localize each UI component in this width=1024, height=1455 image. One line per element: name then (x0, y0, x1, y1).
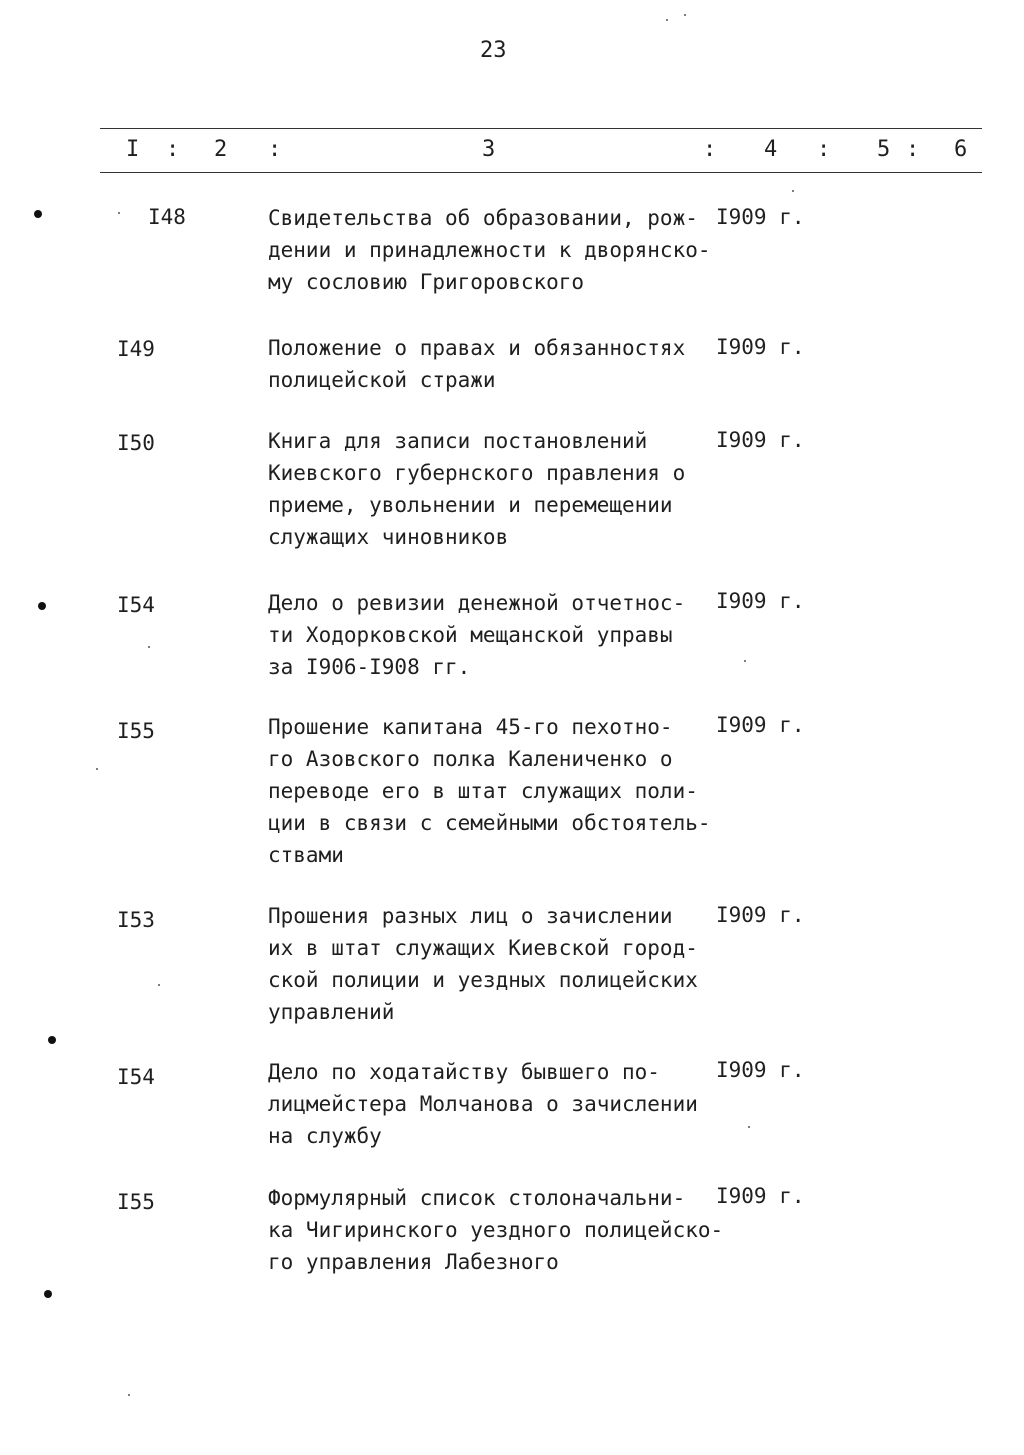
scan-speck (118, 212, 120, 214)
row-date: I909 г. (716, 205, 805, 229)
header-separator: : (166, 137, 180, 162)
header-separator: : (817, 137, 831, 162)
row-number: I50 (117, 431, 155, 455)
punch-hole-mark (38, 602, 46, 610)
row-title: Книга для записи постановлений Киевского губернского правления о приеме, увольнении и перемещении служащих чиновников (268, 429, 686, 549)
scan-speck (148, 646, 150, 648)
scan-speck (792, 190, 794, 192)
scan-speck (744, 660, 746, 662)
row-title: Прошения разных лиц о зачислении их в штат служащих Киевской город- ской полиции и уездных полицейских управлений (268, 904, 698, 1024)
header-col-6: 6 (954, 137, 968, 162)
table-header-rule (100, 172, 982, 173)
row-date: I909 г. (716, 903, 805, 927)
punch-hole-mark (48, 1036, 56, 1044)
header-col-1: I (126, 137, 140, 162)
row-date: I909 г. (716, 428, 805, 452)
row-date: I909 г. (716, 1184, 805, 1208)
row-date: I909 г. (716, 335, 805, 359)
row-number: I53 (117, 908, 155, 932)
row-title: Дело о ревизии денежной отчетнос- ти Ходорковской мещанской управы за I906-I908 гг. (268, 591, 686, 679)
header-col-4: 4 (764, 137, 778, 162)
row-date: I909 г. (716, 589, 805, 613)
row-number: I55 (117, 1190, 155, 1214)
scan-speck (96, 768, 98, 770)
header-col-3: 3 (482, 137, 496, 162)
row-title: Свидетельства об образовании, рож- дении и принадлежности к дворянско- му сословию Григоровского (268, 206, 711, 294)
header-separator: : (703, 137, 717, 162)
scan-speck (684, 14, 686, 16)
row-title: Положение о правах и обязанностях полицейской стражи (268, 336, 686, 392)
punch-hole-mark (44, 1290, 52, 1298)
row-number: I48 (148, 205, 186, 229)
header-separator: : (268, 137, 282, 162)
punch-hole-mark (34, 210, 42, 218)
row-date: I909 г. (716, 1058, 805, 1082)
scan-speck (666, 19, 668, 21)
row-date: I909 г. (716, 713, 805, 737)
row-title: Прошение капитана 45-го пехотно- го Азовского полка Калениченко о переводе его в штат служащих поли- ции в связи с семейными обстоятель- ствами (268, 715, 711, 867)
scan-speck (158, 984, 160, 986)
header-col-2: 2 (214, 137, 228, 162)
row-title: Дело по ходатайству бывшего по- лицмейстера Молчанова о зачислении на службу (268, 1060, 698, 1148)
header-col-5: 5 (877, 137, 891, 162)
row-title: Формулярный список столоначальни- ка Чигиринского уездного полицейско- го управления Лабезного (268, 1186, 724, 1274)
scan-speck (128, 1394, 130, 1396)
scan-speck (748, 1126, 750, 1128)
header-separator: : (906, 137, 920, 162)
page-number: 23 (480, 38, 507, 63)
table-top-rule (100, 128, 982, 129)
row-number: I54 (117, 1065, 155, 1089)
row-number: I54 (117, 593, 155, 617)
row-number: I49 (117, 337, 155, 361)
row-number: I55 (117, 719, 155, 743)
